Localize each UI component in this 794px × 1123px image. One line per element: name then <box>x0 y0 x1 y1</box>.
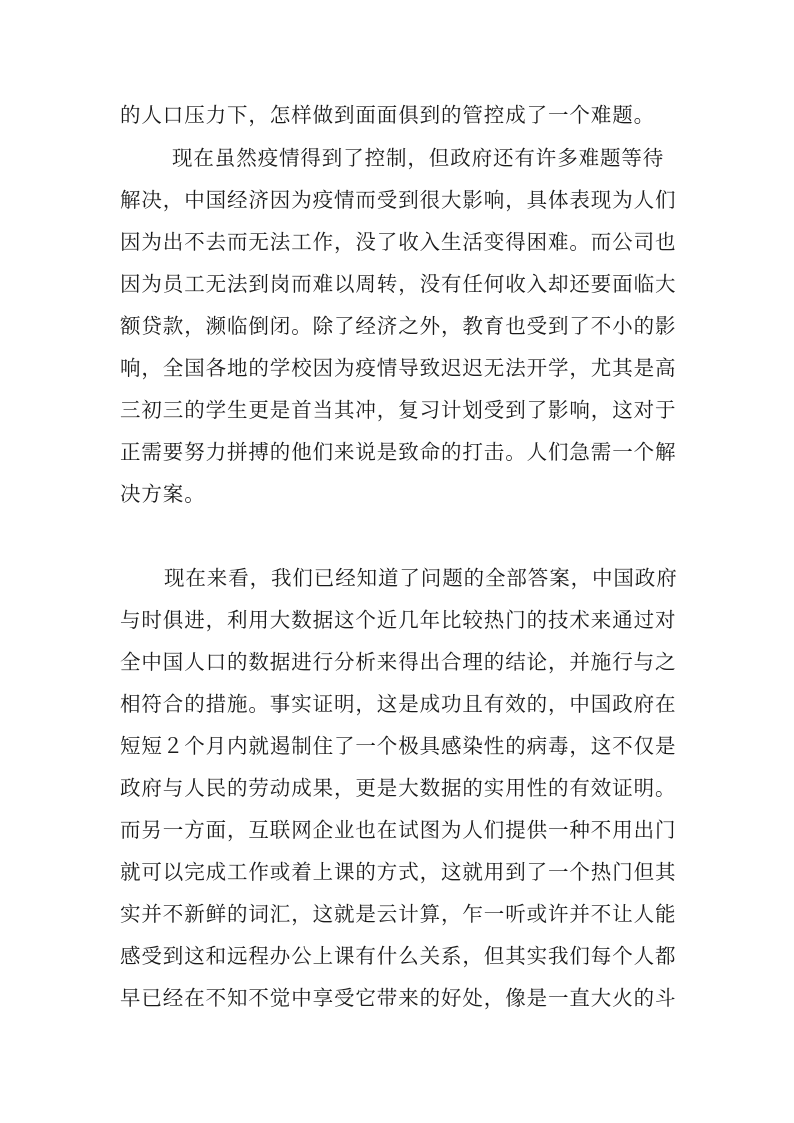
paragraph-3-line-10: 感受到这和远程办公上课有什么关系，但其实我们每个人都 <box>120 944 677 968</box>
paragraph-2-line-5: 额贷款，濒临倒闭。除了经济之外，教育也受到了不小的影 <box>120 314 677 338</box>
paragraph-3-line-6: 政府与人民的劳动成果，更是大数据的实用性的有效证明。 <box>120 776 677 800</box>
paragraph-1-line-1: 的人口压力下，怎样做到面面俱到的管控成了一个难题。 <box>120 103 655 127</box>
paragraph-3-line-1: 现在来看，我们已经知道了问题的全部答案，中国政府 <box>164 566 678 590</box>
paragraph-3-line-2: 与时俱进，利用大数据这个近几年比较热门的技术来通过对 <box>120 608 677 632</box>
paragraph-3-line-11: 早已经在不知不觉中享受它带来的好处，像是一直大火的斗 <box>120 986 677 1010</box>
paragraph-2-line-3: 因为出不去而无法工作，没了收入生活变得困难。而公司也 <box>120 230 677 254</box>
paragraph-2-line-2: 解决，中国经济因为疫情而受到很大影响，具体表现为人们 <box>120 188 677 212</box>
paragraph-2-line-1: 现在虽然疫情得到了控制，但政府还有许多难题等待 <box>172 146 665 170</box>
paragraph-3-line-9: 实并不新鲜的词汇，这就是云计算，乍一听或许并不让人能 <box>120 902 677 926</box>
paragraph-3-line-5: 短短２个月内就遏制住了一个极具感染性的病毒，这不仅是 <box>120 734 677 758</box>
paragraph-2-line-4: 因为员工无法到岗而难以周转，没有任何收入却还要面临大 <box>120 272 677 296</box>
paragraph-2-line-6: 响，全国各地的学校因为疫情导致迟迟无法开学，尤其是高 <box>120 356 677 380</box>
paragraph-2-line-9: 决方案。 <box>120 482 206 506</box>
paragraph-2-line-7: 三初三的学生更是首当其冲，复习计划受到了影响，这对于 <box>120 398 677 422</box>
paragraph-3-line-8: 就可以完成工作或着上课的方式，这就用到了一个热门但其 <box>120 860 677 884</box>
paragraph-2-line-8: 正需要努力拼搏的他们来说是致命的打击。人们急需一个解 <box>120 440 677 464</box>
paragraph-3-line-4: 相符合的措施。事实证明，这是成功且有效的，中国政府在 <box>120 692 677 716</box>
paragraph-3-line-7: 而另一方面，互联网企业也在试图为人们提供一种不用出门 <box>120 818 677 842</box>
paragraph-3-line-3: 全中国人口的数据进行分析来得出合理的结论，并施行与之 <box>120 650 677 674</box>
